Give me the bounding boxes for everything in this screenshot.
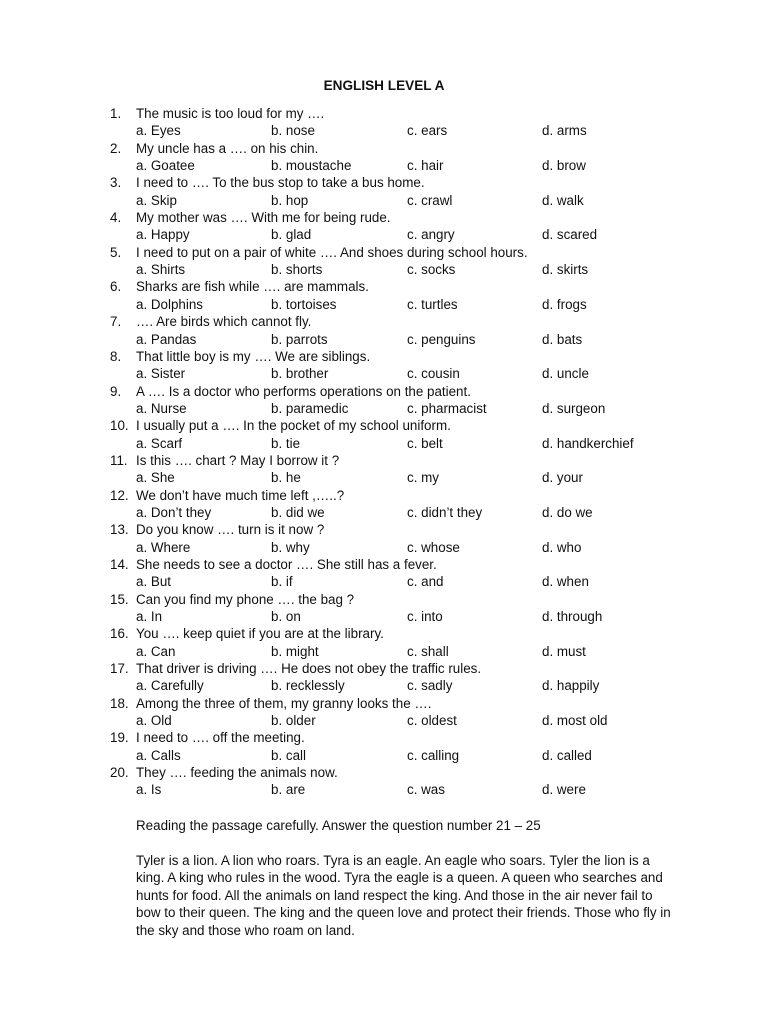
answer-options [0,193,768,210]
option-a: a. Nurse [136,400,187,416]
option-c: c. penguins [407,331,476,347]
option-d: d. frogs [542,296,587,312]
question-text: I need to …. To the bus stop to take a bus home. [136,175,425,191]
question-number: 4. [110,210,122,226]
question-item [0,696,768,731]
option-c: c. oldest [407,713,457,729]
question-item [0,210,768,245]
question-item [0,592,768,627]
answer-options [0,297,768,314]
answer-options [0,574,768,591]
question-text: That driver is driving …. He does not obey the traffic rules. [136,661,482,676]
question-item [0,314,768,349]
question-number: 9. [110,383,122,399]
option-a: a. Sister [136,366,186,382]
answer-options [0,782,768,799]
option-a: a. Calls [136,747,181,763]
option-b: b. if [271,574,293,590]
answer-options [0,609,768,626]
answer-options [0,401,768,418]
option-c: c. sadly [407,678,453,694]
option-d: d. were [542,782,586,798]
option-a: a. Is [136,782,162,798]
question-item [0,141,768,176]
question-number: 6. [110,279,122,295]
option-b: b. recklessly [271,678,345,694]
option-a: a. Goatee [136,158,195,174]
reading-instruction: Reading the passage carefully. Answer the question number 21 – 25 [136,818,541,833]
option-a: a. Don’t they [136,504,212,520]
option-b: b. nose [271,123,315,139]
question-text: A …. Is a doctor who performs operations on the patient. [136,383,471,399]
option-c: c. cousin [407,366,460,382]
question-item [0,557,768,592]
option-c: c. into [407,609,443,625]
answer-options [0,678,768,695]
option-b: b. older [271,713,316,729]
option-b: b. might [271,643,319,659]
question-text: I usually put a …. In the pocket of my school uniform. [136,418,451,434]
option-b: b. tie [271,435,301,451]
question-number: 5. [110,244,122,260]
question-text: I need to put on a pair of white …. And shoes during school hours. [136,244,528,260]
option-a: a. Old [136,713,172,729]
option-a: a. Happy [136,227,190,243]
answer-options [0,332,768,349]
question-number: 7. [110,314,122,330]
option-c: c. socks [407,262,456,278]
option-d: d. handkerchief [542,435,634,451]
option-b: b. he [271,470,301,486]
question-text: She needs to see a doctor …. She still has a fever. [136,556,437,572]
option-d: d. called [542,747,592,763]
question-number: 11. [110,452,128,468]
option-a: a. Can [136,643,176,659]
question-item [0,453,768,488]
option-b: b. brother [271,366,329,382]
question-item [0,626,768,661]
option-d: d. happily [542,678,600,694]
question-number: 17. [110,661,129,676]
option-c: c. whose [407,539,460,555]
option-c: c. my [407,470,439,486]
option-c: c. calling [407,747,460,763]
question-text: Sharks are fish while …. are mammals. [136,279,369,295]
question-item [0,522,768,557]
question-number: 19. [110,730,129,746]
option-b: b. call [271,747,306,763]
option-c: c. crawl [407,192,453,208]
question-text: That little boy is my …. We are siblings. [136,348,371,364]
answer-options [0,748,768,765]
answer-options [0,713,768,730]
option-a: a. Eyes [136,123,181,139]
option-c: c. ears [407,123,448,139]
question-item [0,279,768,314]
option-a: a. But [136,574,171,590]
option-c: c. pharmacist [407,400,487,416]
question-item [0,106,768,141]
option-d: d. brow [542,158,586,174]
question-item [0,349,768,384]
question-item [0,384,768,419]
option-b: b. parrots [271,331,328,347]
question-item [0,730,768,765]
question-item [0,488,768,523]
answer-options [0,123,768,140]
option-b: b. hop [271,192,309,208]
question-text: …. Are birds which cannot fly. [136,314,312,330]
option-d: d. your [542,470,583,486]
option-b: b. are [271,782,306,798]
option-b: b. why [271,539,310,555]
question-number: 1. [110,106,122,121]
answer-options [0,436,768,453]
option-c: c. and [407,574,444,590]
option-a: a. In [136,609,163,625]
answer-options [0,540,768,557]
answer-options [0,366,768,383]
option-c: c. didn’t they [407,504,483,520]
option-d: d. bats [542,331,583,347]
option-d: d. skirts [542,262,589,278]
option-c: c. angry [407,227,455,243]
option-a: a. Dolphins [136,296,203,312]
question-item [0,418,768,453]
question-text: You …. keep quiet if you are at the library. [136,626,384,642]
option-b: b. moustache [271,158,352,174]
option-b: b. shorts [271,262,323,278]
question-text: Do you know …. turn is it now ? [136,522,325,538]
option-d: d. who [542,539,582,555]
option-a: a. Where [136,539,191,555]
option-b: b. tortoises [271,296,337,312]
question-item [0,765,768,800]
option-a: a. Carefully [136,678,204,694]
option-c: c. turtles [407,296,458,312]
option-d: d. must [542,643,586,659]
option-d: d. uncle [542,366,589,382]
option-d: d. scared [542,227,598,243]
question-list [0,106,768,800]
question-number: 15. [110,591,129,607]
question-number: 2. [110,140,122,156]
option-a: a. Shirts [136,262,186,278]
answer-options [0,505,768,522]
option-b: b. on [271,609,301,625]
question-number: 8. [110,348,122,364]
reading-passage: Tyler is a lion. A lion who roars. Tyra is an eagle. An eagle who soars. Tyler the lion is a king. A king who rules in the wood. Tyra the eagle is a queen. A queen who searches and hunts for food. All the animals on land respect the king. And those in the air never fail to bow to their queen. The king and the queen love and protect their friends. Those who fly in the sky and those who roam on land. [136,853,671,938]
question-number: 20. [110,765,129,781]
question-text: My mother was …. With me for being rude. [136,210,391,226]
option-d: d. arms [542,123,587,139]
option-c: c. belt [407,435,443,451]
answer-options [0,470,768,487]
option-c: c. hair [407,158,444,174]
question-number: 16. [110,626,129,642]
option-c: c. was [407,782,445,798]
question-text: Among the three of them, my granny looks the …. [136,695,432,711]
option-b: b. did we [271,504,325,520]
question-text: We don’t have much time left ,…..? [136,487,345,503]
option-d: d. surgeon [542,400,606,416]
option-b: b. glad [271,227,312,243]
option-b: b. paramedic [271,400,349,416]
question-number: 12. [110,487,129,503]
question-text: Is this …. chart ? May I borrow it ? [136,452,340,468]
option-a: a. She [136,470,175,486]
option-d: d. through [542,609,603,625]
question-number: 3. [110,175,122,191]
question-item [0,175,768,210]
answer-options [0,158,768,175]
option-d: d. most old [542,713,608,729]
question-number: 18. [110,695,129,711]
question-number: 10. [110,418,129,434]
option-a: a. Pandas [136,331,197,347]
question-number: 14. [110,556,129,572]
option-d: d. when [542,574,589,590]
option-c: c. shall [407,643,449,659]
question-text: My uncle has a …. on his chin. [136,140,319,156]
question-text: The music is too loud for my …. [136,106,325,121]
page-title: ENGLISH LEVEL A [323,78,445,93]
option-d: d. walk [542,192,584,208]
option-d: d. do we [542,504,593,520]
question-item [0,661,768,696]
answer-options [0,262,768,279]
question-number: 13. [110,522,129,538]
answer-options [0,227,768,244]
option-a: a. Skip [136,192,177,208]
question-text: Can you find my phone …. the bag ? [136,591,355,607]
option-a: a. Scarf [136,435,183,451]
question-text: I need to …. off the meeting. [136,730,305,746]
question-item [0,245,768,280]
answer-options [0,644,768,661]
question-text: They …. feeding the animals now. [136,765,338,781]
